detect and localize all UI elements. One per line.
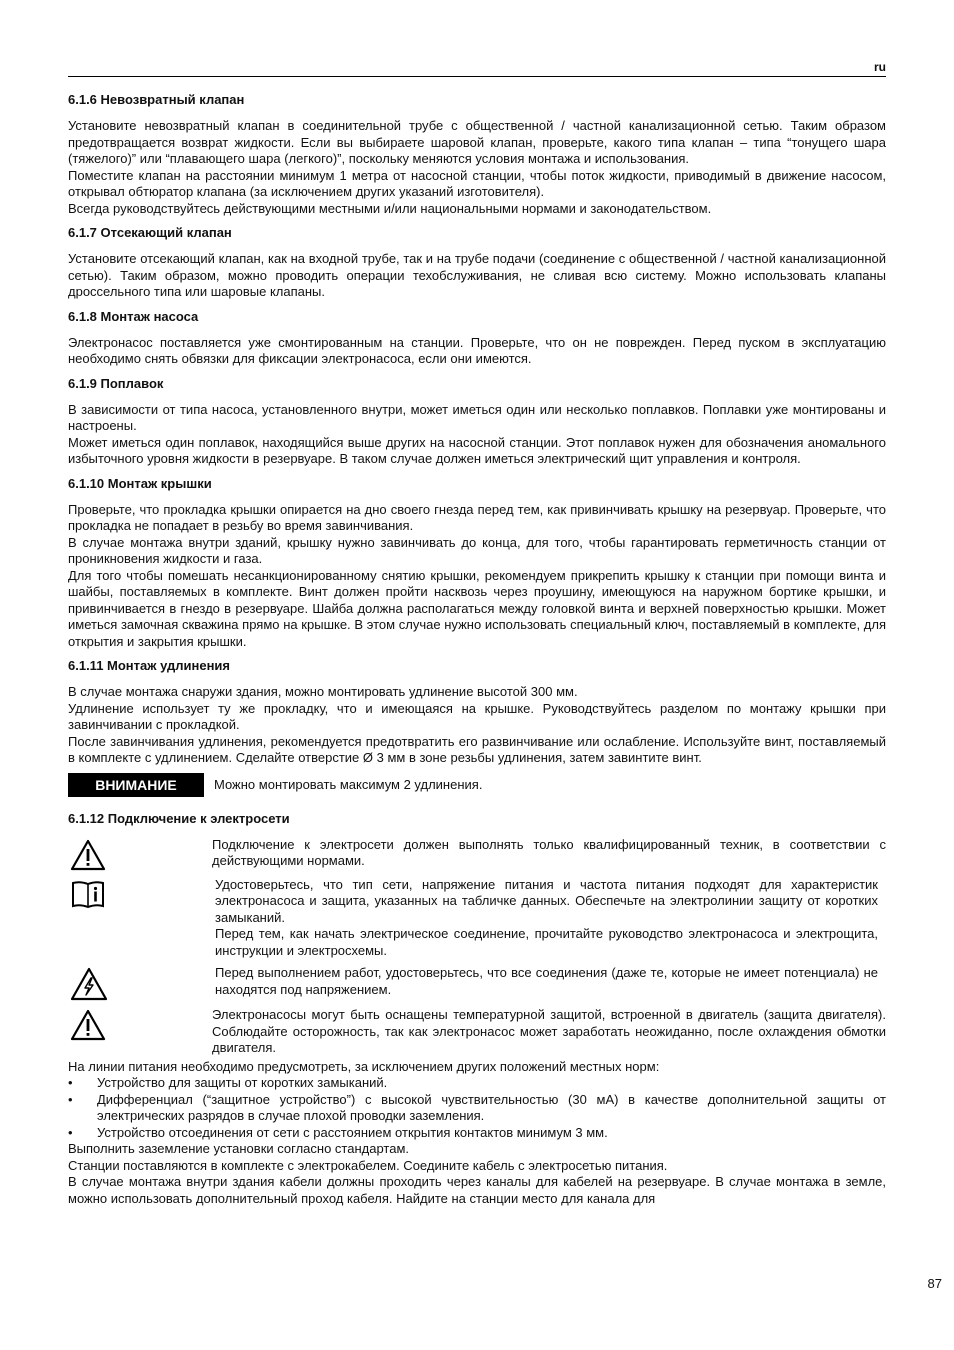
note-text: Удостоверьтесь, что тип сети, напряжение питания и частота питания подходят для характеристик электронасоса и защита, указанных на табличке данных. Обеспечьте на электролинии защиту от коротких замыканий. <box>215 876 878 925</box>
section-title: 6.1.6 Невозвратный клапан <box>68 92 245 107</box>
section-title: 6.1.11 Монтаж удлинения <box>68 658 231 673</box>
warning-triangle-icon <box>68 837 212 871</box>
list-item: • Устройство для защиты от коротких замыканий. <box>68 1075 388 1090</box>
manual-book-icon <box>68 877 212 909</box>
section-6-1-11 <box>68 658 886 797</box>
section-title: 6.1.7 Отсекающий клапан <box>68 225 232 240</box>
attention-badge: ВНИМАНИЕ <box>68 773 204 797</box>
section-title: 6.1.8 Монтаж насоса <box>68 308 199 324</box>
attention-note <box>68 773 886 797</box>
warning-triangle-icon <box>68 1007 212 1041</box>
note-row <box>68 837 886 871</box>
note-text: Электронасосы могут быть оснащены температурной защитой, встроенной в двигатель (защита двигателя). Соблюдайте осторожность, так как электронасос может заработать неожиданно, после охлаждения обмотки двигателя. <box>212 1007 886 1055</box>
paragraph: Всегда руководствуйтесь действующими местными и/или национальными нормами и законодательством. <box>68 200 712 216</box>
paragraph: На линии питания необходимо предусмотреть, за исключением других положений местных норм: <box>68 1058 660 1074</box>
paragraph: Поместите клапан на расстоянии минимум 1 метра от насосной станции, чтобы поток жидкости, приводимый в движение насосом, открывал обтюратор клапана (за исключением других указаний изготовителя). <box>68 167 886 199</box>
list-item: • Устройство отсоединения от сети с расстоянием открытия контактов минимум 3 мм. <box>68 1124 608 1140</box>
section-title: 6.1.10 Монтаж крышки <box>68 475 212 491</box>
list-item: • Дифференциал (“защитное устройство”) с высокой чувствительностью (30 мА) в качестве дополнительной защиты от электрических разрядов в случае плохой проводки заземления. <box>68 1091 886 1123</box>
note-row <box>68 1007 886 1057</box>
section-title: 6.1.9 Поплавок <box>68 375 164 391</box>
paragraph: В случае монтажа внутри зданий, крышку нужно завинчивать до конца, для того, чтобы гарантировать герметичность станции от проникновения жидкости и газа. <box>68 534 886 566</box>
note-text: Подключение к электросети должен выполнять только квалифицированный техник, в соответствии с действующими нормами. <box>212 836 886 868</box>
header-rule <box>68 76 886 77</box>
paragraph: Выполнить заземление установки согласно стандартам. <box>68 1141 409 1156</box>
language-code: ru <box>874 60 886 74</box>
paragraph: Электронасос поставляется уже смонтированным на станции. Проверьте, что он не поврежден. Перед пуском в эксплуатацию необходимо снять обвязки для фиксации электронасоса, если они имеются. <box>68 334 886 366</box>
paragraph: В случае монтажа снаружи здания, можно монтировать удлинение высотой 300 мм. <box>68 684 578 699</box>
paragraph: Может иметься один поплавок, находящийся выше других на насосной станции. Этот поплавок нужен для обозначения аномального избыточного уровня жидкости в резервуаре. В таком случае должен иметься электрический щит управления и контроля. <box>68 434 886 466</box>
note-text: Перед выполнением работ, удостоверьтесь, что все соединения (даже те, которые не имеет потенциала) не находятся под напряжением. <box>215 965 878 997</box>
paragraph: Установите невозвратный клапан в соединительной трубе с общественной / частной канализационной сетью. Таким образом предотвращается возврат жидкости. Если вы выбираете шаровой клапан, проверьте, какого типа клапан – типа “тонущего шара (тяжелого)” или “плавающего шара (легкого)”, поскольку меняются условия монтажа и использования. <box>68 118 886 166</box>
note-row <box>68 965 886 1001</box>
paragraph: В случае монтажа внутри здания кабели должны проходить через каналы для кабелей на резервуаре. В случае монтажа в земле, можно использовать дополнительный проход кабеля. Найдите на станции место для канала для <box>68 1174 886 1206</box>
section-6-1-8 <box>68 309 886 368</box>
electric-hazard-icon <box>68 965 212 1001</box>
note-row <box>68 877 886 960</box>
content <box>68 92 886 1215</box>
section-6-1-10 <box>68 476 886 651</box>
page-number: 87 <box>927 1276 942 1291</box>
note-text: Перед тем, как начать электрическое соединение, прочитайте руководство электронасоса и электрощита, инструкции и электросхемы. <box>215 926 878 958</box>
paragraph: Удлинение использует ту же прокладку, что и имеющаяся на крышке. Руководствуйтесь разделом по монтажу крышки при завинчивании с прокладкой. <box>68 700 886 732</box>
paragraph: Станции поставляются в комплекте с электрокабелем. Соедините кабель с электросетью питания. <box>68 1157 668 1173</box>
paragraph: Установите отсекающий клапан, как на входной трубе, так и на трубе подачи (соединение с общественной / частной канализационной сетью). Таким образом, можно проводить операции техобслуживания, не сливая всю систему. Можно использовать клапаны дроссельного типа или шаровые клапаны. <box>68 251 886 299</box>
paragraph: После завинчивания удлинения, рекомендуется предотвратить его развинчивание или ослабление. Используйте винт, поставляемый в комплекте с удлинением. Сделайте отверстие Ø 3 мм в зоне резьбы удлинения, затем завинтите винт. <box>68 733 886 765</box>
section-6-1-6 <box>68 92 886 217</box>
paragraph: В зависимости от типа насоса, установленного внутри, может иметься один или несколько поплавков. Поплавки уже монтированы и настроены. <box>68 401 886 433</box>
section-6-1-9 <box>68 376 886 468</box>
paragraph: Проверьте, что прокладка крышки опирается на дно своего гнезда перед тем, как привинчивать крышку на резервуар. Проверьте, что прокладка не попадает в резьбу во время завинчивания. <box>68 501 886 533</box>
paragraph: Для того чтобы помешать несанкционированному снятию крышки, рекомендуем прикрепить крышку к станции при помощи винта и шайбы, поставляемых в комплекте. Винт должен пройти насквозь через проушину, имеющуюся на наружном бортике крышки, и привинчивается в гнездо в резервуаре. Шайба должна располагаться между головкой винта и верхней поверхностью крышки. Может иметься замочная скважина прямо на крышке. В этом случае нужно использовать специальный ключ, поставляемый в комплекте, для открытия и закрытия крышки. <box>68 567 886 649</box>
section-6-1-7 <box>68 225 886 301</box>
section-6-1-12 <box>68 811 886 1208</box>
section-title: 6.1.12 Подключение к электросети <box>68 810 290 826</box>
bullet-list <box>68 1075 886 1141</box>
attention-text: Можно монтировать максимум 2 удлинения. <box>214 777 483 792</box>
